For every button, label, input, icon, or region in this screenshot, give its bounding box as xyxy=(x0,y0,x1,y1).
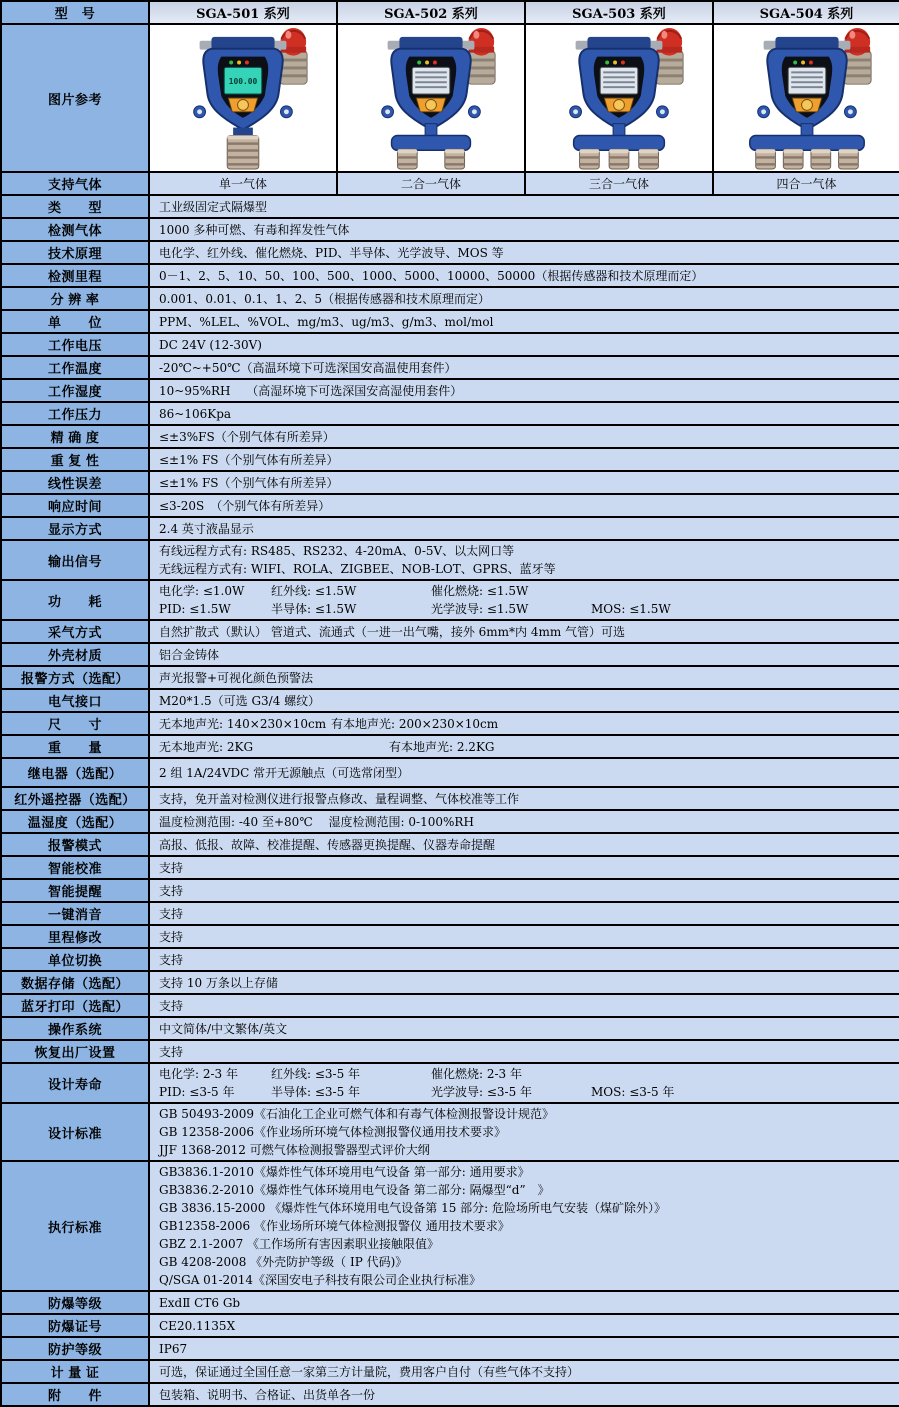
row-label-image-reference: 图片参考 xyxy=(1,24,149,172)
image-row xyxy=(1,24,899,172)
device-image-sga-503 xyxy=(525,24,713,172)
value-text: JJF 1368-2012 可燃气体检测报警器型式评价大纲 xyxy=(159,1143,430,1157)
value-text: GB3836.1-2010《爆炸性气体环境用电气设备 第一部分: 通用要求》 xyxy=(159,1165,530,1179)
row-label-accuracy: 精 确 度 xyxy=(1,425,149,448)
row-value-weight xyxy=(149,735,899,758)
row-value-repeatability xyxy=(149,448,899,471)
value-text: ≤±3%FS（个别气体有所差异） xyxy=(159,429,335,444)
value-text: 催化燃烧: ≤1.5W xyxy=(431,584,529,598)
row-label-resolution: 分 辨 率 xyxy=(1,287,149,310)
row-label-weight: 重 量 xyxy=(1,735,149,758)
value-text: GB 50493-2009《石油化工企业可燃气体和有毒气体检测报警设计规范》 xyxy=(159,1107,554,1121)
value-text: GBZ 2.1-2007 《工作场所有害因素职业接触限值》 xyxy=(159,1237,440,1251)
row-value-factory-reset xyxy=(149,1040,899,1063)
value-text: 支持 xyxy=(159,998,184,1013)
spec-row-housing xyxy=(1,643,899,666)
row-label-work-pressure: 工作压力 xyxy=(1,402,149,425)
value-text: IP67 xyxy=(159,1341,188,1356)
row-label-smart-reminder: 智能提醒 xyxy=(1,879,149,902)
row-label-range-modify: 里程修改 xyxy=(1,925,149,948)
value-text: 2 组 1A/24VDC 常开无源触点（可选常闭型） xyxy=(159,765,410,780)
value-text: 电化学: 2-3 年 xyxy=(159,1067,238,1081)
spec-row-range-modify xyxy=(1,925,899,948)
gas-detector-illustration xyxy=(338,25,524,171)
supported-gas-sga-503: 三合一气体 xyxy=(525,172,713,195)
value-text: ≤±1% FS（个别气体有所差异） xyxy=(159,452,339,467)
row-label-accessories: 附 件 xyxy=(1,1383,149,1406)
spec-row-accessories xyxy=(1,1383,899,1406)
value-text: 光学波导: ≤3-5 年 xyxy=(431,1085,533,1099)
value-text: PID: ≤3-5 年 xyxy=(159,1085,235,1099)
row-label-power: 功 耗 xyxy=(1,580,149,620)
row-label-ir-remote-opt: 红外遥控器（选配） xyxy=(1,787,149,810)
value-text: 半导体: ≤3-5 年 xyxy=(271,1085,361,1099)
spec-row-ir-remote-opt xyxy=(1,787,899,810)
row-label-work-temp: 工作温度 xyxy=(1,356,149,379)
row-label-smart-calibration: 智能校准 xyxy=(1,856,149,879)
value-text: -20℃~+50℃（高温环境下可选深国安高温使用套件） xyxy=(159,360,457,375)
row-label-housing: 外壳材质 xyxy=(1,643,149,666)
value-text: 光学波导: ≤1.5W xyxy=(431,602,529,616)
row-value-resolution xyxy=(149,287,899,310)
model-header-sga-502: SGA-502 系列 xyxy=(337,1,525,24)
row-label-design-standard: 设计标准 xyxy=(1,1103,149,1161)
row-value-work-pressure xyxy=(149,402,899,425)
row-label-alarm-modes: 报警模式 xyxy=(1,833,149,856)
supported-gas-sga-504: 四合一气体 xyxy=(713,172,899,195)
spec-row-voltage xyxy=(1,333,899,356)
spec-row-response-time xyxy=(1,494,899,517)
value-text: ≤3-20S （个别气体有所差异） xyxy=(159,498,331,513)
row-label-unit: 单 位 xyxy=(1,310,149,333)
value-text: 支持 xyxy=(159,860,184,875)
row-label-model: 型 号 xyxy=(1,1,149,24)
value-text: 红外线: ≤3-5 年 xyxy=(271,1067,361,1081)
row-label-data-storage-opt: 数据存储（选配） xyxy=(1,971,149,994)
row-value-housing xyxy=(149,643,899,666)
gas-detector-illustration xyxy=(150,25,336,171)
model-header-row xyxy=(1,1,899,24)
spec-row-ex-rating xyxy=(1,1291,899,1314)
row-value-bt-print-opt xyxy=(149,994,899,1017)
row-label-design-life: 设计寿命 xyxy=(1,1063,149,1103)
value-text: 声光报警+可视化颜色预警法 xyxy=(159,670,314,685)
spec-row-bt-print-opt xyxy=(1,994,899,1017)
sensor-probes xyxy=(392,124,471,169)
row-label-relay-opt: 继电器（选配） xyxy=(1,758,149,787)
row-value-ex-rating xyxy=(149,1291,899,1314)
row-label-range: 检测里程 xyxy=(1,264,149,287)
value-text: 催化燃烧: 2-3 年 xyxy=(431,1067,522,1081)
spec-row-repeatability xyxy=(1,448,899,471)
row-label-alarm-type-opt: 报警方式（选配） xyxy=(1,666,149,689)
row-value-voltage xyxy=(149,333,899,356)
row-value-design-standard xyxy=(149,1103,899,1161)
spec-row-sampling xyxy=(1,620,899,643)
sensor-probes xyxy=(574,124,665,169)
row-value-type xyxy=(149,195,899,218)
model-header-sga-504: SGA-504 系列 xyxy=(713,1,899,24)
row-label-os: 操作系统 xyxy=(1,1017,149,1040)
row-label-tech-principle: 技术原理 xyxy=(1,241,149,264)
row-value-linearity xyxy=(149,471,899,494)
value-text: 86~106Kpa xyxy=(159,406,232,421)
row-label-sampling: 采气方式 xyxy=(1,620,149,643)
row-value-alarm-modes xyxy=(149,833,899,856)
value-text: GB12358-2006 《作业场所环境气体检测报警仪 通用技术要求》 xyxy=(159,1219,510,1233)
supported-gas-row xyxy=(1,172,899,195)
row-label-work-humidity: 工作湿度 xyxy=(1,379,149,402)
value-text: 1000 多种可燃、有毒和挥发性气体 xyxy=(159,222,350,237)
value-text: 温度检测范围: -40 至+80℃ 湿度检测范围: 0-100%RH xyxy=(159,814,474,829)
value-text: 支持 xyxy=(159,952,184,967)
row-value-alarm-type-opt xyxy=(149,666,899,689)
detector-body xyxy=(570,37,669,130)
value-text: 支持 xyxy=(159,929,184,944)
row-value-os xyxy=(149,1017,899,1040)
spec-row-one-key-mute xyxy=(1,902,899,925)
row-value-one-key-mute xyxy=(149,902,899,925)
row-label-ip-rating: 防护等级 xyxy=(1,1337,149,1360)
spec-row-weight xyxy=(1,735,899,758)
row-value-dimensions xyxy=(149,712,899,735)
value-text: GB 12358-2006《作业场所环境气体检测报警仪通用技术要求》 xyxy=(159,1125,506,1139)
value-text: 中文简体/中文繁体/英文 xyxy=(159,1021,288,1036)
value-text: 0－1、2、5、10、50、100、500、1000、5000、10000、50000（根据传感器和技术原理而定） xyxy=(159,268,704,283)
row-value-display xyxy=(149,517,899,540)
value-text: GB 3836.15-2000 《爆炸性气体环境用电气设备第 15 部分: 危险场所电气安装（煤矿除外）》 xyxy=(159,1201,667,1215)
row-value-response-time xyxy=(149,494,899,517)
value-text: 有本地声光: 2.2KG xyxy=(389,739,495,754)
row-label-ex-rating: 防爆等级 xyxy=(1,1291,149,1314)
supported-gas-sga-501: 单一气体 xyxy=(149,172,337,195)
svg-text:100.00: 100.00 xyxy=(228,77,258,87)
row-label-metrology-cert: 计 量 证 xyxy=(1,1360,149,1383)
spec-row-design-life xyxy=(1,1063,899,1103)
spec-row-data-storage-opt xyxy=(1,971,899,994)
row-label-repeatability: 重 复 性 xyxy=(1,448,149,471)
row-value-tech-principle xyxy=(149,241,899,264)
row-value-design-life xyxy=(149,1063,899,1103)
value-text: PID: ≤1.5W xyxy=(159,602,231,616)
value-text: CE20.1135X xyxy=(159,1318,236,1333)
spec-row-tech-principle xyxy=(1,241,899,264)
value-text: MOS: ≤3-5 年 xyxy=(591,1085,675,1099)
row-value-range-modify xyxy=(149,925,899,948)
row-label-voltage: 工作电压 xyxy=(1,333,149,356)
spec-row-ip-rating xyxy=(1,1337,899,1360)
row-label-temp-humidity-opt: 温湿度（选配） xyxy=(1,810,149,833)
value-text: 有本地声光: 200×230×10cm xyxy=(331,716,499,731)
row-value-smart-calibration xyxy=(149,856,899,879)
value-text: 工业级固定式隔爆型 xyxy=(159,199,268,214)
spec-row-factory-reset xyxy=(1,1040,899,1063)
spec-row-temp-humidity-opt xyxy=(1,810,899,833)
row-value-data-storage-opt xyxy=(149,971,899,994)
row-value-smart-reminder xyxy=(149,879,899,902)
spec-row-unit xyxy=(1,310,899,333)
row-value-ip-rating xyxy=(149,1337,899,1360)
detector-body xyxy=(758,37,857,130)
row-label-supported-gas: 支持气体 xyxy=(1,172,149,195)
row-label-linearity: 线性误差 xyxy=(1,471,149,494)
row-label-response-time: 响应时间 xyxy=(1,494,149,517)
detector-body xyxy=(382,37,481,130)
spec-row-display xyxy=(1,517,899,540)
spec-row-resolution xyxy=(1,287,899,310)
row-label-factory-reset: 恢复出厂设置 xyxy=(1,1040,149,1063)
device-image-sga-502 xyxy=(337,24,525,172)
row-label-one-key-mute: 一键消音 xyxy=(1,902,149,925)
row-label-display: 显示方式 xyxy=(1,517,149,540)
value-text: 无本地声光: 2KG xyxy=(159,739,254,754)
value-text: 红外线: ≤1.5W xyxy=(271,584,357,598)
row-label-unit-switch: 单位切换 xyxy=(1,948,149,971)
value-text: 支持，免开盖对检测仪进行报警点修改、量程调整、气体校准等工作 xyxy=(159,791,520,806)
gas-detector-illustration xyxy=(526,25,712,171)
row-value-sampling xyxy=(149,620,899,643)
value-text: GB3836.2-2010《爆炸性气体环境用电气设备 第二部分: 隔爆型“d” 》 xyxy=(159,1183,550,1197)
row-value-ir-remote-opt xyxy=(149,787,899,810)
value-text: MOS: ≤1.5W xyxy=(591,602,671,616)
row-label-type: 类 型 xyxy=(1,195,149,218)
row-value-detect-gas xyxy=(149,218,899,241)
value-text: 有线远程方式有: RS485、RS232、4-20mA、0-5V、以太网口等 xyxy=(159,544,515,558)
value-text: ≤±1% FS（个别气体有所差异） xyxy=(159,475,339,490)
model-header-sga-501: SGA-501 系列 xyxy=(149,1,337,24)
value-text: 无本地声光: 140×230×10cm xyxy=(159,716,327,731)
spec-row-unit-switch xyxy=(1,948,899,971)
row-value-range xyxy=(149,264,899,287)
spec-row-work-temp xyxy=(1,356,899,379)
supported-gas-sga-502: 二合一气体 xyxy=(337,172,525,195)
row-value-accuracy xyxy=(149,425,899,448)
value-text: 10~95%RH （高湿环境下可选深国安高湿使用套件） xyxy=(159,383,463,398)
row-value-unit xyxy=(149,310,899,333)
spec-row-ex-cert-no xyxy=(1,1314,899,1337)
value-text: 支持 10 万条以上存储 xyxy=(159,975,278,990)
spec-row-type xyxy=(1,195,899,218)
row-value-work-temp xyxy=(149,356,899,379)
row-value-accessories xyxy=(149,1383,899,1406)
row-label-output-signal: 输出信号 xyxy=(1,540,149,580)
value-text: 0.001、0.01、0.1、1、2、5（根据传感器和技术原理而定） xyxy=(159,291,491,306)
sensor-probes xyxy=(227,128,259,169)
value-text: 铝合金铸体 xyxy=(159,647,220,662)
spec-row-output-signal xyxy=(1,540,899,580)
spec-row-exec-standard xyxy=(1,1161,899,1291)
device-image-sga-501 xyxy=(149,24,337,172)
row-value-metrology-cert xyxy=(149,1360,899,1383)
row-label-bt-print-opt: 蓝牙打印（选配） xyxy=(1,994,149,1017)
row-label-electrical-interface: 电气接口 xyxy=(1,689,149,712)
spec-row-smart-reminder xyxy=(1,879,899,902)
row-label-detect-gas: 检测气体 xyxy=(1,218,149,241)
spec-row-dimensions xyxy=(1,712,899,735)
row-value-work-humidity xyxy=(149,379,899,402)
row-value-unit-switch xyxy=(149,948,899,971)
value-text: 支持 xyxy=(159,883,184,898)
row-label-ex-cert-no: 防爆证号 xyxy=(1,1314,149,1337)
row-value-output-signal xyxy=(149,540,899,580)
value-text: 半导体: ≤1.5W xyxy=(271,602,357,616)
spec-row-relay-opt xyxy=(1,758,899,787)
row-value-temp-humidity-opt xyxy=(149,810,899,833)
value-text: DC 24V (12-30V) xyxy=(159,337,262,352)
value-text: 可选，保证通过全国任意一家第三方计量院，费用客户自付（有些气体不支持） xyxy=(159,1364,580,1379)
value-text: Q/SGA 01-2014《深国安电子科技有限公司企业执行标准》 xyxy=(159,1273,482,1287)
spec-row-metrology-cert xyxy=(1,1360,899,1383)
spec-row-alarm-type-opt xyxy=(1,666,899,689)
model-header-sga-503: SGA-503 系列 xyxy=(525,1,713,24)
spec-row-smart-calibration xyxy=(1,856,899,879)
spec-row-linearity xyxy=(1,471,899,494)
detector-body xyxy=(194,37,293,130)
spec-row-work-pressure xyxy=(1,402,899,425)
value-text: M20*1.5（可选 G3/4 螺纹） xyxy=(159,693,321,708)
row-value-electrical-interface xyxy=(149,689,899,712)
value-text: GB 4208-2008 《外壳防护等级（ IP 代码)》 xyxy=(159,1255,408,1269)
value-text: 无线远程方式有: WIFI、ROLA、ZIGBEE、NOB-LOT、GPRS、蓝牙等 xyxy=(159,562,556,576)
value-text: 自然扩散式（默认） 管道式、流通式（一进一出气嘴，接外 6mm*内 4mm 气管）可选 xyxy=(159,624,626,639)
value-text: 高报、低报、故障、校准提醒、传感器更换提醒、仪器寿命提醒 xyxy=(159,837,496,852)
value-text: ExdⅡ CT6 Gb xyxy=(159,1295,241,1310)
row-value-power xyxy=(149,580,899,620)
gas-detector-illustration xyxy=(714,25,899,171)
spec-row-alarm-modes xyxy=(1,833,899,856)
value-text: 电化学、红外线、催化燃烧、PID、半导体、光学波导、MOS 等 xyxy=(159,245,504,260)
spec-row-accuracy xyxy=(1,425,899,448)
spec-row-electrical-interface xyxy=(1,689,899,712)
spec-rows xyxy=(1,195,899,1406)
device-image-sga-504 xyxy=(713,24,899,172)
value-text: 包装箱、说明书、合格证、出货单各一份 xyxy=(159,1387,376,1402)
spec-row-power xyxy=(1,580,899,620)
value-text: 2.4 英寸液晶显示 xyxy=(159,521,254,536)
row-label-dimensions: 尺 寸 xyxy=(1,712,149,735)
value-text: 支持 xyxy=(159,906,184,921)
spec-row-os xyxy=(1,1017,899,1040)
row-value-exec-standard xyxy=(149,1161,899,1291)
sensor-probes xyxy=(750,124,864,169)
spec-row-work-humidity xyxy=(1,379,899,402)
spec-row-range xyxy=(1,264,899,287)
value-text: 支持 xyxy=(159,1044,184,1059)
row-value-relay-opt xyxy=(149,758,899,787)
row-value-ex-cert-no xyxy=(149,1314,899,1337)
row-label-exec-standard: 执行标准 xyxy=(1,1161,149,1291)
spec-row-design-standard xyxy=(1,1103,899,1161)
spec-row-detect-gas xyxy=(1,218,899,241)
value-text: PPM、%LEL、%VOL、mg/m3、ug/m3、g/m3、mol/mol xyxy=(159,314,494,329)
value-text: 电化学: ≤1.0W xyxy=(159,584,245,598)
